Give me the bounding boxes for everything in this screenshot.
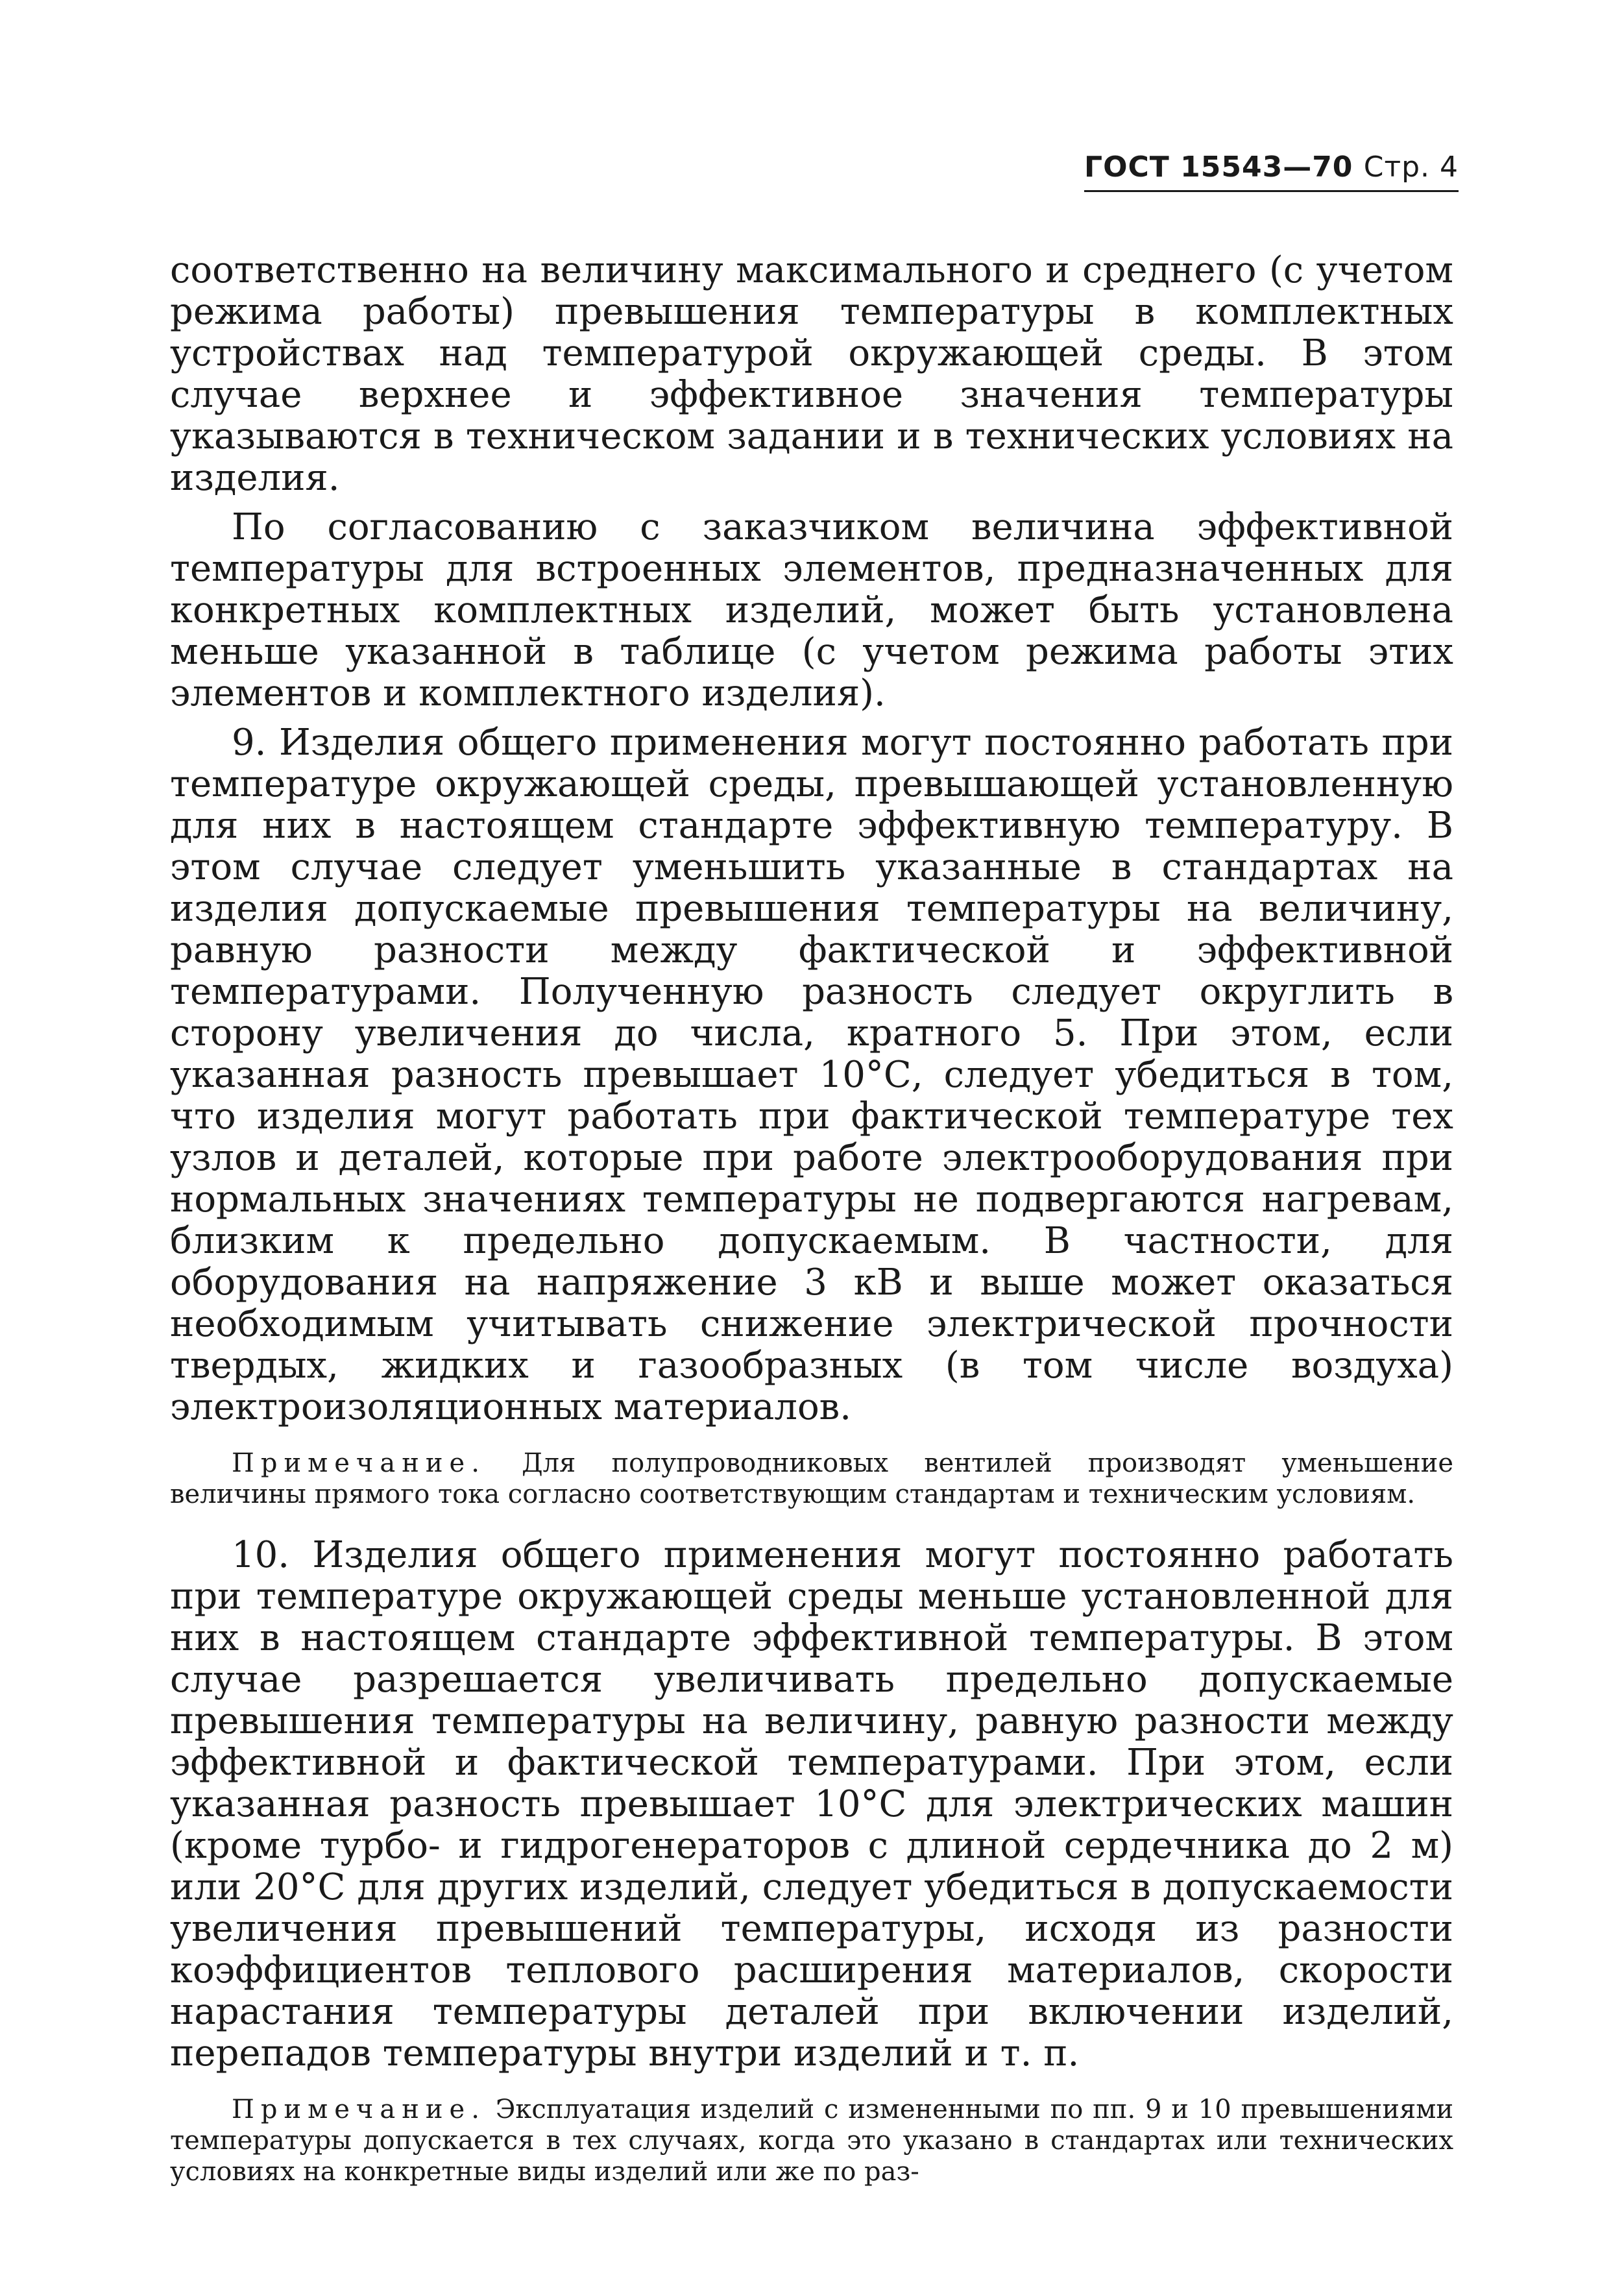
paragraph-item-10: 10. Изделия общего применения могут постоянно работать при температуре окружающей среды меньше установленной для них в настоящем стандарте эффективной температуры. В этом случае разрешается увеличивать предельно допускаемые превышения температуры на величину, равную разности между эффективной и фактической температурами. При этом, если указанная разность превышает 10°С для электрических машин (кроме турбо- и гидрогенераторов с длиной сердечника до 2 м) или 20°С для других изделий, следует убедиться в допускаемости увеличения превышений температуры, исходя из разности коэффициентов теплового расширения материалов, скорости нарастания температуры деталей при включении изделий, перепадов температуры внутри изделий и т. п. — [170, 1534, 1453, 2074]
standard-code: ГОСТ 15543—70 — [1084, 151, 1353, 184]
note-label: Примечание. — [232, 2095, 486, 2124]
paragraph-item-9: 9. Изделия общего применения могут постоянно работать при температуре окружающей среды, превышающей установленную для них в настоящем стандарте эффективную температуру. В этом случае следует уменьшить указанные в стандартах на изделия допускаемые превышения температуры на величину, равную разности между фактической и эффективной температурами. Полученную разность следует округлить в сторону увеличения до числа, кратного 5. При этом, если указанная разность превышает 10°С, следует убедиться в том, что изделия могут работать при фактической температуре тех узлов и деталей, которые при работе электрооборудования при нормальных значениях температуры не подвергаются нагревам, близким к предельно допускаемым. В частности, для оборудования на напряжение 3 кВ и выше может оказаться необходимым учитывать снижение электрической прочности твердых, жидких и газообразных (в том числе воздуха) электроизоляционных материалов. — [170, 722, 1453, 1428]
note-operation — [170, 2094, 1453, 2187]
note-text: Для полупроводниковых вентилей производят уменьшение величины прямого тока согласно соответствующим стандартам и техническим условиям. — [170, 1448, 1453, 1509]
paragraph-continuation: соответственно на величину максимального и среднего (с учетом режима работы) превышения температуры в комплектных устройствах над температурой окружающей среды. В этом случае верхнее и эффективное значения температуры указываются в техническом задании и в технических условиях на изделия. — [170, 249, 1453, 499]
page-number: Стр. 4 — [1363, 151, 1459, 184]
document-body — [170, 250, 1453, 2212]
note-text: Эксплуатация изделий с измененными по пп. 9 и 10 превышениями температуры допускается в тех случаях, когда это указано в стандартах или технических условиях на конкретные виды изделий или же по раз- — [170, 2095, 1453, 2187]
paragraph-agreement: По согласованию с заказчиком величина эффективной температуры для встроенных элементов, предназначенных для конкретных комплектных изделий, может быть установлена меньше указанной в таблице (с учетом режима работы этих элементов и комплектного изделия). — [170, 506, 1453, 714]
note-label: Примечание. — [232, 1448, 486, 1478]
note-semiconductor — [170, 1448, 1453, 1510]
page-header — [1084, 151, 1459, 192]
